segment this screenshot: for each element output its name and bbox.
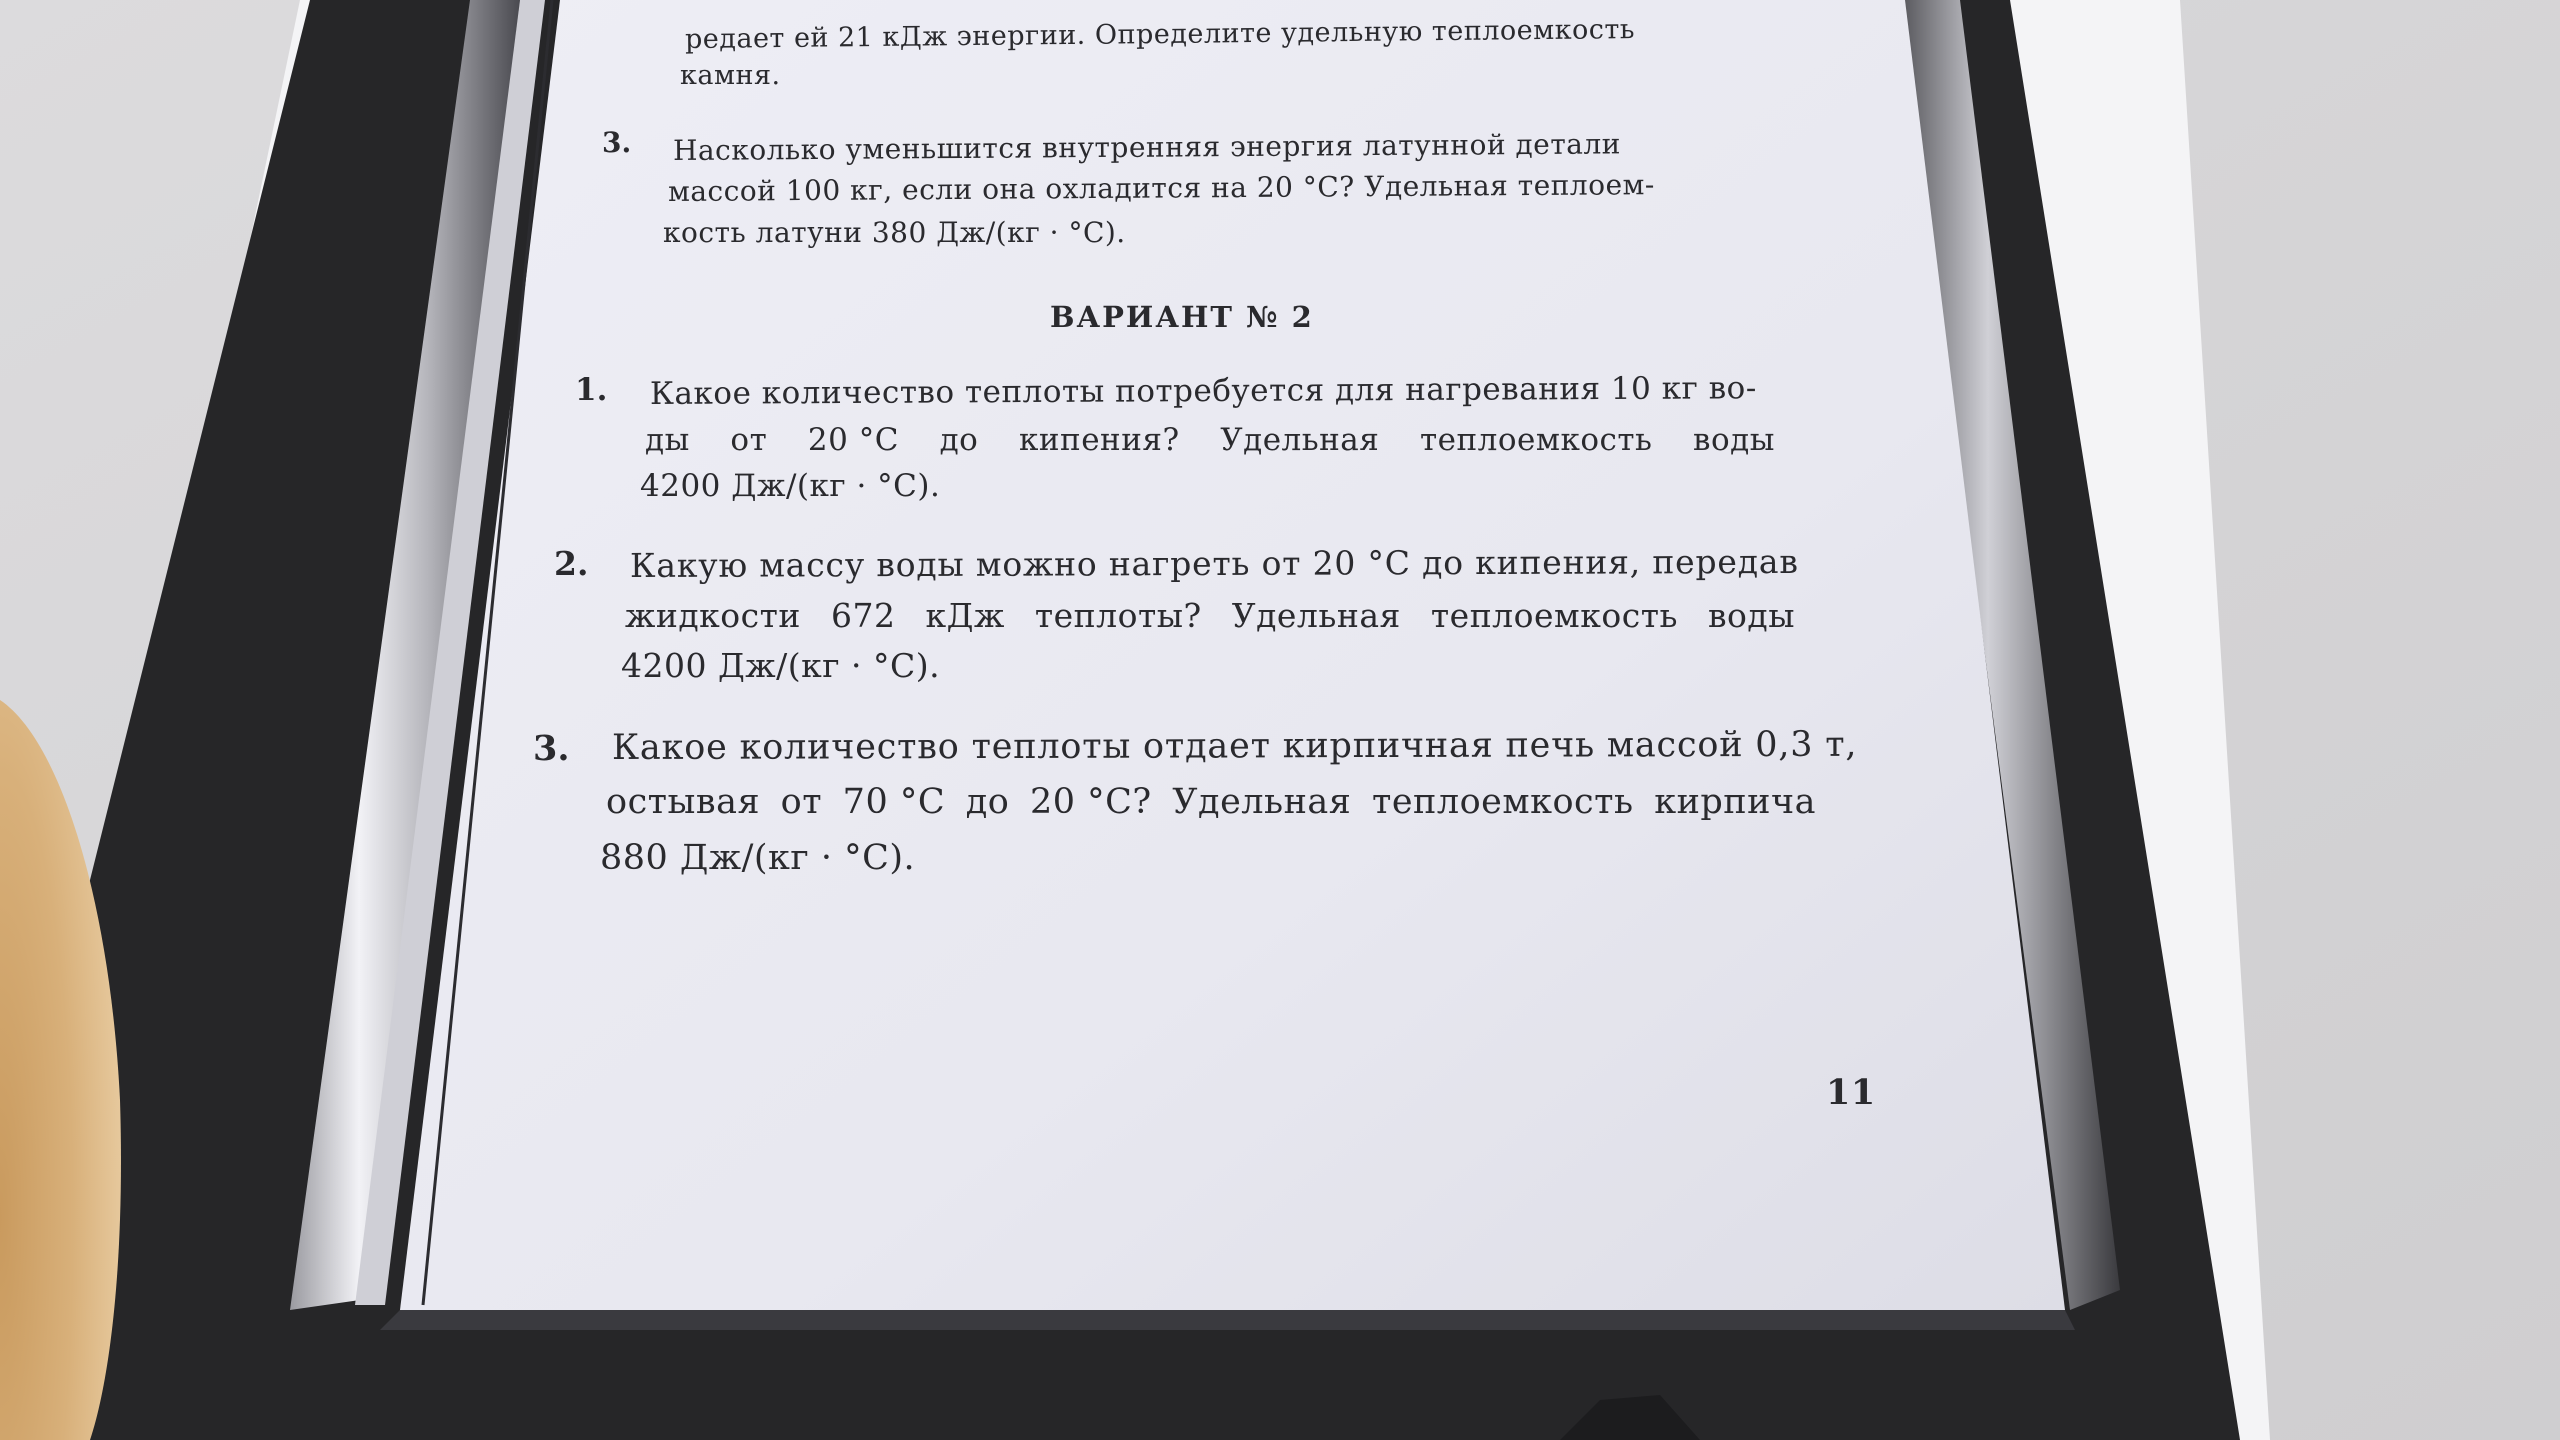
problem3-line2-word: 20 °С? [1029,782,1152,822]
problem1-line2-word: от [730,422,768,458]
problem2-line1: Какую массу воды можно нагреть от 20 °С до кипения, передав [629,541,1799,585]
problem3-line2-word: 70 °С [842,782,946,822]
problem3-line2-word: до [965,782,1010,822]
problem3-line2-word: остывая [606,782,761,822]
problem3-line1: Какое количество теплоты отдает кирпичная печь массой 0,3 т, [611,724,1858,768]
problem1-line2-word: Удельная [1220,422,1380,458]
problem1-line2-word: воды [1693,422,1775,458]
top-problem3-line2: массой 100 кг, если она охладится на 20 °С? Удельная теплоем- [667,168,1655,208]
problem1-line1: Какое количество теплоты потребуется для нагревания 10 кг во- [649,370,1757,412]
top-problem3-line3: кость латуни 380 Дж/(кг · °С). [663,216,1126,249]
problem1-line3: 4200 Дж/(кг · °С). [640,468,941,504]
problem3-line2 [606,782,1816,822]
problem1-line2-word: до [939,422,979,458]
problem1-number: 1. [575,372,608,408]
top-problem2-line2: редает ей 21 кДж энергии. Определите удельную теплоемкость [684,14,1636,55]
top-problem3-line1: Насколько уменьшится внутренняя энергия латунной детали [672,127,1621,167]
problem2-line3: 4200 Дж/(кг · °С). [621,646,941,685]
problem2-line2-word: Удельная [1231,596,1401,635]
problem2-line2-word: кДж [925,596,1005,635]
page-number: 11 [1826,1072,1876,1113]
problem2-line2 [625,596,1795,635]
problem3-line3: 880 Дж/(кг · °С). [600,838,916,878]
problem1-line2-word: ды [645,422,690,458]
problem2-line2-word: 672 [830,596,896,635]
problem3-number: 3. [533,728,570,769]
top-problem2-line3: камня. [680,60,781,91]
problem2-line2-word: теплоемкость [1430,596,1678,635]
problem3-line2-word: от [780,782,823,822]
problem2-line2-word: жидкости [625,596,801,635]
problem1-line2-word: 20 °С [807,422,899,458]
problem1-line2-word: кипения? [1019,422,1180,458]
problem3-line2-word: кирпича [1654,782,1816,822]
problem1-line2-word: теплоемкость [1419,422,1653,458]
top-problem3-number: 3. [602,126,632,159]
problem3-line2-word: теплоемкость [1371,782,1634,822]
problem2-line2-word: теплоты? [1034,596,1202,635]
problem1-line2 [645,422,1775,458]
problem2-number: 2. [554,544,589,583]
variant-heading: ВАРИАНТ № 2 [1050,300,1314,334]
problem2-line2-word: воды [1707,596,1795,635]
problem3-line2-word: Удельная [1172,782,1352,822]
